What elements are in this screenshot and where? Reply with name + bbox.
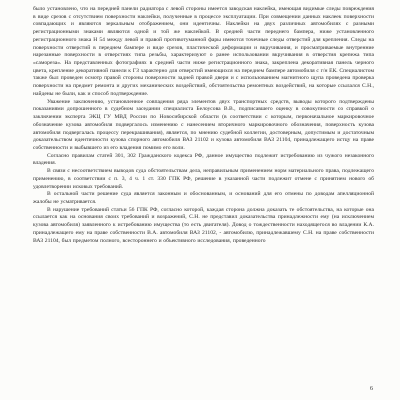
paragraph-1: было установлено, что на передней панели радиатора с левой стороны имеется заводская наклейка, имеющая видимые следы повреждения в виде срезов с отсутствием поверхности наклейки, полученные в процессе эксплуатации. При совмещении данных наклеек поверхности совпадающих и являются зеркальным отображением, они идентичны. Наклейки на двух различных автомобилях с разными регистрационными знаками являются одной и той же наклейкой. В средней части переднего бампера, ниже установленного регистрационного знака Н 54 между левой и правой противотуманной фары имеются точечные следы отверстий для крепления. Следы на поверхности отверстий в переднем бампере и виде срезов, пластической деформации и вкручивания, и просматриваемые внутренние нарезанные поверхности в отверстиях типа резьбы, характеризуют о ранее использовании вкручивания в отверстия крепежа типа «самореза». На представленных фотографиях в средней части ниже регистрационного знака, закреплена декоративная панель черного цвета, крепление декоративной панели к ГЗ характерно для отверстий имеющихся на переднем бампере автомобиля с г/н ЕК. Специалистом также был проведен осмотр правой стороны поверхности задней правой двери и с использованием магнитного щупа проведена проверка поверхности на предмет ремонта и других механических воздействий, обстоятельства ремонтных воздействий, на которые ссылался С.Н., найдены не были, как и способ подтверждение. (33, 6, 374, 97)
paragraph-6: В нарушение требований статьи 56 ГПК РФ, согласно которой, каждая сторона должна доказать те обстоятельства, на которые она ссылается как на основания своих требований и возражений, С.Н. не представил доказательства принадлежности ему (на исключением кузова автомобиля) заявленного к истребованию имущества (то есть двигателя). Довод о тождественности находящегося во владении К.А. принадлежащего ему на праве собственности В.А. автомобиля ВАЗ 21102, - автомобилю, принадлежавшему С.Н. на праве собственности ВАЗ 21104, был предметом полного, всестороннего и объективного исследования, проведенного (33, 206, 374, 244)
paragraph-5: В остальной части решение суда является законным и обоснованным, и оснований для его отмены по доводам апелляционной жалобы не усматривается. (33, 191, 374, 205)
paragraph-2: Уважение заключению, установленное совпадения ряда элементов двух транспортных средств, выводы которого подтверждены показаниями допрошенного в судебном заседании специалиста Белоусова В.В., подписавшего оценку в совокупности со справкой о заключении эксперта ЭКЦ ГУ МВД России по Новосибирской области (в соответствии с которым, первоначальное маркировочное обозначение кузова автомобиля подвергалось изменению с нанесением вторичного маркировочного обозначения, поверхность кузова автомобиля подвергалась процессу перекрашивания), является, по мнению судебной коллегии, достоверным, допустимым и достаточным доказательством идентичности кузова спорного автомобиля ВАЗ 21102 и кузова автомобиля ВАЗ 21104, принадлежащего истцу на праве собственности и выбывшего из его владения помимо его воли. (33, 98, 374, 151)
paragraph-4: В связи с несоответствием выводов суда обстоятельствам дела, неправильным применением норм материального права, подлежащего применению, в соответствии с п. 3, 4 ч. 1 ст. 330 ГПК РФ, решение в указанной части подлежит отмене с принятием нового об удовлетворении исковых требований. (33, 168, 374, 190)
paragraph-3: Согласно правилам статей 301, 302 Гражданского кодекса РФ, данное имущество подлежит истребованию из чужого незаконного владения. (33, 152, 374, 167)
page-number: 6 (370, 386, 373, 392)
